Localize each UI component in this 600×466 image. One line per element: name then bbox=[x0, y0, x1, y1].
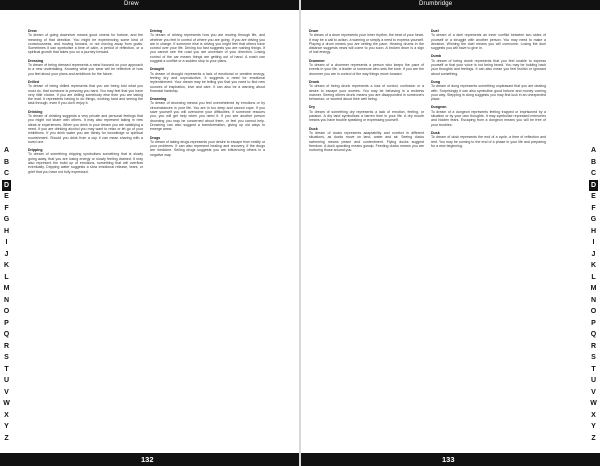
entry-definition: To dream of a duel represents an inner conflict between two sides of yourself or a struggle with another person. You may need to make a decision. Winning the duel means you will overcome. Losing the duel suggests you will have to give in. bbox=[431, 33, 546, 51]
index-tab-i[interactable]: I bbox=[592, 239, 595, 246]
dictionary-entry bbox=[431, 29, 546, 50]
running-header: Drumbridge bbox=[419, 1, 453, 7]
entry-definition: To dream of being dressed represents a mind focused on your approach to a new undertaking. Knowing what you wear will be reflective of how you feel about your plans and ambitions for the future. bbox=[28, 63, 143, 76]
dictionary-entry bbox=[28, 29, 143, 55]
index-tab-m[interactable]: M bbox=[590, 285, 597, 292]
index-tab-v[interactable]: V bbox=[4, 388, 9, 396]
index-tab-c[interactable]: C bbox=[3, 170, 10, 177]
page-header bbox=[0, 0, 299, 10]
index-tab-u[interactable]: U bbox=[590, 377, 597, 384]
index-tab-m[interactable]: M bbox=[3, 285, 10, 292]
entry-definition: To dream of something dry represents a lack of emotion, feeling, or passion. A dry land symbolises a barren time in your life. A dry mouth means you have trouble speaking or expressing yourself. bbox=[309, 109, 424, 123]
index-tab-k[interactable]: K bbox=[3, 262, 10, 269]
entry-definition: To dream of something dripping symbolises something that is slowly going away, that you are losing energy or slowly feeling drained. It may also represent the build up of emotions, something that will overflow eventually. Dripping water suggests a slow emotional release, tears, or grief that you have not fully expressed. bbox=[28, 152, 143, 174]
index-tab-t[interactable]: T bbox=[591, 365, 596, 373]
index-tab-e[interactable]: E bbox=[591, 193, 596, 200]
entry-definition: To dream of dung represents something unpleasant that you are dealing with. Surprisingly it can also symbolise good fortune and money coming your way. Stepping in dung suggests you may find luck in an unexpected place. bbox=[431, 84, 546, 102]
entry-definition: To dream of being drilled represents that you are being told what you must do, that someone is pressing you hard. You may feel that you have very little choice. If you are drilling somebody else then you are taking the lead. It represents having to do things, working hard and seeing the task through, even if you don't enjoy it. bbox=[28, 84, 143, 106]
index-tab-y[interactable]: Y bbox=[4, 423, 9, 430]
index-tab-h[interactable]: H bbox=[590, 227, 597, 235]
entry-term: Driving bbox=[150, 29, 163, 33]
index-tab-t[interactable]: T bbox=[4, 365, 9, 373]
index-tab-p[interactable]: P bbox=[4, 319, 9, 327]
index-tab-x[interactable]: X bbox=[4, 411, 9, 419]
dictionary-entry bbox=[28, 59, 143, 76]
index-tab-r[interactable]: R bbox=[590, 342, 597, 350]
dictionary-entry bbox=[150, 67, 265, 93]
alphabet-index bbox=[589, 145, 598, 444]
page-number: 132 bbox=[141, 455, 154, 464]
entry-definition: To dream of drinking suggests a very private and personal feelings that you might not share with others. It may also represent taking in new ideas or experiences. When you drink in your dream you are satisfying a need. If you are drinking alcohol you may want to relax or let go of your inhibitions. If you drink water you are thirsty for knowledge or spiritual nourishment. Should you drink from a cup it can mean sharing with a loved one. bbox=[28, 114, 143, 144]
entry-definition: To dream of a drummer represents a person who keeps the pace of events in your life, a leader or someone who sets the tone. If you are the drummer you are in control of the way things move forward. bbox=[309, 63, 424, 76]
entry-definition: To dream of drought represents a lack of emotional or creative energy, feeling dry and unproductive. It suggests a need for emotional replenishment. Your dream may be telling you that you need to find new sources of inspiration, love and care. It can also be a warning about financial hardship. bbox=[150, 71, 265, 93]
page-header bbox=[301, 0, 600, 10]
dictionary-entry bbox=[150, 29, 265, 63]
text-column bbox=[431, 29, 546, 152]
entry-definition: To dream of being dumb represents that you feel unable to express yourself or that your voice is not being heard. You may be holding back your thoughts and feelings. It can also mean you feel foolish or ignorant about something. bbox=[431, 58, 546, 76]
index-tab-n[interactable]: N bbox=[590, 296, 597, 304]
entry-term: Drunk bbox=[309, 79, 320, 84]
index-tab-u[interactable]: U bbox=[3, 377, 10, 384]
index-tab-r[interactable]: R bbox=[3, 342, 10, 350]
right-page bbox=[301, 0, 600, 466]
dictionary-entry bbox=[309, 59, 424, 76]
entry-definition: To dream of a drum represents your inner rhythm, the beat of your heart. It may be a call to action, a warning or simply a need to express yourself. Playing a drum means you are setting the pace. Hearing drums in the distance suggests news will come to you soon. A broken drum is a sign of lost energy. bbox=[309, 33, 424, 55]
index-tab-f[interactable]: F bbox=[591, 204, 596, 212]
index-tab-b[interactable]: B bbox=[590, 158, 597, 166]
dictionary-entry bbox=[431, 131, 546, 148]
index-tab-h[interactable]: H bbox=[3, 227, 10, 235]
dictionary-entry bbox=[150, 136, 265, 157]
index-tab-c[interactable]: C bbox=[590, 170, 597, 177]
index-tab-e[interactable]: E bbox=[4, 193, 9, 200]
dictionary-entry bbox=[28, 80, 143, 106]
entry-definition: To dream of being drunk represents a loss of control, confusion or a desire to escape your worries. You may be behaving in a reckless manner. Seeing others drunk means you are disappointed in someone's behaviour, or worried about their well being. bbox=[309, 84, 424, 102]
left-page bbox=[0, 0, 299, 466]
index-tab-z[interactable]: Z bbox=[591, 434, 596, 442]
index-tab-x[interactable]: X bbox=[591, 411, 596, 419]
dictionary-entry bbox=[28, 110, 143, 144]
index-tab-q[interactable]: Q bbox=[590, 331, 597, 338]
index-tab-b[interactable]: B bbox=[3, 158, 10, 166]
index-tab-a[interactable]: A bbox=[590, 147, 597, 154]
index-tab-g[interactable]: G bbox=[590, 216, 597, 223]
dictionary-entry bbox=[431, 54, 546, 75]
index-tab-o[interactable]: O bbox=[3, 308, 10, 315]
entry-term: Drilled bbox=[28, 79, 40, 84]
entry-definition: To dream of dusk represents the end of a cycle, a time of reflection and rest. You may be coming to the end of a phase in your life and preparing for a new beginning. bbox=[431, 135, 546, 148]
index-tab-j[interactable]: J bbox=[591, 250, 596, 258]
dictionary-entry bbox=[309, 105, 424, 122]
entry-term: Duck bbox=[309, 126, 318, 131]
text-column bbox=[150, 29, 265, 161]
index-tab-k[interactable]: K bbox=[590, 262, 597, 269]
dictionary-entry bbox=[28, 148, 143, 174]
entry-definition: To dream of ducks represents adaptability and comfort in different situations, as ducks move on land, water and air. Seeing ducks swimming means peace and contentment. Flying ducks suggest freedom. A duck quacking means gossip. Feeding ducks means you are nurturing those around you. bbox=[309, 130, 424, 153]
index-tab-s[interactable]: S bbox=[4, 354, 9, 361]
index-tab-w[interactable]: W bbox=[3, 400, 10, 407]
text-column bbox=[28, 29, 143, 178]
entry-definition: To dream of a dungeon represents feeling trapped or imprisoned by a situation or by your own thoughts. It may symbolise repressed memories and hidden fears. Escaping from a dungeon means you will be free of your troubles. bbox=[431, 109, 546, 127]
index-tab-w[interactable]: W bbox=[590, 400, 597, 407]
dictionary-entry bbox=[309, 127, 424, 153]
entry-term: Drought bbox=[150, 67, 164, 72]
entry-term: Dry bbox=[309, 105, 315, 110]
index-tab-l[interactable]: L bbox=[4, 273, 9, 281]
dictionary-entry bbox=[431, 80, 546, 101]
page-footer bbox=[0, 453, 299, 466]
entry-term: Duel bbox=[431, 29, 439, 33]
entry-term: Dungeon bbox=[431, 105, 447, 110]
index-tab-g[interactable]: G bbox=[3, 216, 10, 223]
index-tab-f[interactable]: F bbox=[4, 204, 9, 212]
index-tab-i[interactable]: I bbox=[5, 239, 8, 246]
index-tab-v[interactable]: V bbox=[591, 388, 596, 396]
page-footer bbox=[301, 453, 600, 466]
entry-term: Drugs bbox=[150, 135, 161, 140]
entry-definition: To dream of driving represents how you are moving through life, and whether you feel in control of where you are going. If you are driving you are in charge. If someone else is driving you might feel that others have control over your life. Driving too fast suggests you are rushing things. If you cannot see the road you are uncertain of your direction. Losing control of the car means things are getting out of hand. A crash can suggest a conflict or a sudden stop to your plans. bbox=[150, 33, 265, 64]
dictionary-entry bbox=[309, 29, 424, 55]
dictionary-entry bbox=[150, 97, 265, 131]
index-tab-p[interactable]: P bbox=[591, 319, 596, 327]
index-tab-l[interactable]: L bbox=[591, 273, 596, 281]
dictionary-entry bbox=[431, 105, 546, 126]
index-tab-d[interactable]: D bbox=[589, 180, 598, 192]
index-tab-y[interactable]: Y bbox=[591, 423, 596, 430]
index-tab-s[interactable]: S bbox=[591, 354, 596, 361]
index-tab-q[interactable]: Q bbox=[3, 331, 10, 338]
entry-term: Dressing bbox=[28, 58, 44, 63]
index-tab-n[interactable]: N bbox=[3, 296, 10, 304]
entry-term: Dumb bbox=[431, 54, 442, 59]
entry-term: Dusk bbox=[431, 130, 440, 135]
index-tab-a[interactable]: A bbox=[3, 147, 10, 154]
entry-term: Drummer bbox=[309, 58, 325, 63]
page-number: 133 bbox=[442, 455, 455, 464]
entry-definition: To dream of drowning means you feel overwhelmed by emotions or by circumstances in your life. You are in too deep and cannot cope. If you save yourself you will overcome your difficulties. If someone rescues you, you will get help when you need it. If you see another person drowning you may be concerned about them, or feel you cannot help. Drowning can also suggest a transformation, giving up old ways to emerge anew. bbox=[150, 101, 265, 132]
entry-definition: To dream of going downriver means good omens for fortune, and the meaning of that direction. You might be experiencing some kind of consciousness, and moving forward, or not moving away from goals. Sometimes it can symbolise a time of calm, a period of reflection, or a spiritual growth that takes you on a journey forward. bbox=[28, 33, 143, 55]
index-tab-o[interactable]: O bbox=[590, 308, 597, 315]
text-column bbox=[309, 29, 424, 156]
entry-term: Drum bbox=[309, 29, 319, 33]
entry-term: Dripping bbox=[28, 148, 43, 153]
entry-term: Drinking bbox=[28, 109, 43, 114]
entry-definition: To dream of taking drugs represents your desire to escape from reality or your problems. It can also represent healing and recovery, if the drugs are medicine. Selling drugs suggests you are influencing others in a negative way. bbox=[150, 139, 265, 157]
entry-term: Drowning bbox=[150, 97, 167, 102]
entry-term: Dung bbox=[431, 79, 441, 84]
running-header: Drew bbox=[124, 1, 139, 7]
index-tab-z[interactable]: Z bbox=[4, 434, 9, 442]
entry-term: Drew bbox=[28, 29, 37, 33]
index-tab-d[interactable]: D bbox=[2, 180, 11, 192]
index-tab-j[interactable]: J bbox=[4, 250, 9, 258]
dictionary-entry bbox=[309, 80, 424, 101]
alphabet-index bbox=[2, 145, 11, 444]
